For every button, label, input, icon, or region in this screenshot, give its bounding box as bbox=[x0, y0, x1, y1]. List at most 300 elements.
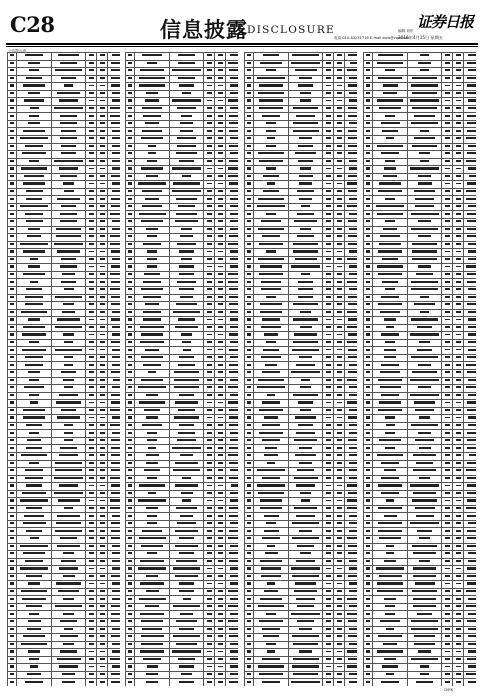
table-cell bbox=[254, 452, 289, 460]
table-cell bbox=[204, 256, 215, 264]
table-row bbox=[245, 90, 358, 98]
table-cell bbox=[17, 369, 52, 377]
table-cell bbox=[126, 634, 135, 642]
table-cell bbox=[442, 407, 453, 415]
table-cell bbox=[245, 611, 254, 619]
table-cell bbox=[86, 196, 97, 204]
table-cell bbox=[254, 566, 289, 574]
table-cell bbox=[86, 460, 97, 468]
table-cell bbox=[408, 641, 442, 649]
table-cell bbox=[135, 196, 170, 204]
table-row bbox=[126, 634, 239, 642]
table-cell bbox=[8, 626, 17, 634]
table-cell bbox=[453, 528, 464, 536]
table-cell bbox=[17, 551, 52, 559]
table-cell bbox=[334, 649, 345, 657]
table-cell bbox=[226, 324, 239, 332]
table-cell bbox=[126, 498, 135, 506]
table-cell bbox=[52, 249, 86, 257]
table-cell bbox=[215, 641, 226, 649]
table-cell bbox=[52, 377, 86, 385]
table-row bbox=[245, 226, 358, 234]
table-cell bbox=[442, 249, 453, 257]
table-cell bbox=[126, 309, 135, 317]
table-cell bbox=[254, 490, 289, 498]
table-cell bbox=[373, 83, 408, 91]
table-cell bbox=[52, 551, 86, 559]
table-cell bbox=[254, 536, 289, 544]
table-cell bbox=[254, 196, 289, 204]
table-row bbox=[126, 120, 239, 128]
table-cell bbox=[442, 603, 453, 611]
table-cell bbox=[204, 339, 215, 347]
table-cell bbox=[442, 105, 453, 113]
table-cell bbox=[364, 634, 373, 642]
table-cell bbox=[204, 294, 215, 302]
table-cell bbox=[97, 483, 108, 491]
table-row bbox=[8, 128, 121, 136]
table-cell bbox=[52, 649, 86, 657]
table-cell bbox=[17, 603, 52, 611]
table-row bbox=[364, 98, 477, 106]
table-cell bbox=[408, 294, 442, 302]
table-cell bbox=[52, 430, 86, 438]
table-cell bbox=[135, 679, 170, 686]
table-cell bbox=[226, 105, 239, 113]
table-row bbox=[8, 558, 121, 566]
table-cell bbox=[345, 279, 358, 287]
table-cell bbox=[97, 53, 108, 61]
table-cell bbox=[52, 90, 86, 98]
table-cell bbox=[334, 369, 345, 377]
table-cell bbox=[226, 241, 239, 249]
table-row bbox=[245, 445, 358, 453]
table-cell bbox=[135, 422, 170, 430]
table-cell bbox=[334, 264, 345, 272]
table-cell bbox=[226, 264, 239, 272]
table-cell bbox=[108, 422, 121, 430]
table-row bbox=[8, 136, 121, 144]
table-cell bbox=[245, 151, 254, 159]
table-cell bbox=[289, 286, 323, 294]
table-cell bbox=[86, 649, 97, 657]
table-cell bbox=[226, 60, 239, 68]
table-cell bbox=[8, 603, 17, 611]
table-cell bbox=[254, 573, 289, 581]
table-cell bbox=[204, 128, 215, 136]
table-cell bbox=[17, 430, 52, 438]
table-row bbox=[364, 211, 477, 219]
table-row bbox=[126, 619, 239, 627]
table-cell bbox=[334, 151, 345, 159]
table-row bbox=[8, 596, 121, 604]
table-cell bbox=[8, 679, 17, 686]
table-cell bbox=[204, 286, 215, 294]
table-cell bbox=[97, 105, 108, 113]
table-cell bbox=[215, 452, 226, 460]
table-cell bbox=[108, 581, 121, 589]
table-cell bbox=[170, 256, 204, 264]
table-cell bbox=[442, 445, 453, 453]
table-cell bbox=[226, 302, 239, 310]
table-cell bbox=[464, 603, 477, 611]
table-cell bbox=[442, 188, 453, 196]
table-cell bbox=[464, 113, 477, 121]
table-cell bbox=[108, 437, 121, 445]
table-cell bbox=[215, 445, 226, 453]
table-cell bbox=[108, 430, 121, 438]
table-cell bbox=[17, 324, 52, 332]
table-cell bbox=[453, 468, 464, 476]
table-row bbox=[245, 641, 358, 649]
table-cell bbox=[323, 385, 334, 393]
table-cell bbox=[97, 128, 108, 136]
table-cell bbox=[245, 385, 254, 393]
table-cell bbox=[442, 498, 453, 506]
table-cell bbox=[108, 498, 121, 506]
table-cell bbox=[86, 596, 97, 604]
table-cell bbox=[170, 649, 204, 657]
table-cell bbox=[170, 407, 204, 415]
table-row bbox=[364, 158, 477, 166]
table-cell bbox=[126, 596, 135, 604]
table-cell bbox=[373, 377, 408, 385]
table-cell bbox=[453, 498, 464, 506]
table-cell bbox=[364, 437, 373, 445]
table-cell bbox=[245, 294, 254, 302]
table-cell bbox=[373, 656, 408, 664]
table-cell bbox=[204, 400, 215, 408]
listing-column-1 bbox=[7, 52, 120, 686]
table-row bbox=[8, 664, 121, 672]
table-cell bbox=[442, 400, 453, 408]
table-cell bbox=[170, 619, 204, 627]
table-row bbox=[8, 68, 121, 76]
table-cell bbox=[442, 656, 453, 664]
table-cell bbox=[108, 211, 121, 219]
table-cell bbox=[345, 158, 358, 166]
table-row bbox=[364, 317, 477, 325]
table-cell bbox=[453, 203, 464, 211]
table-cell bbox=[17, 468, 52, 476]
table-cell bbox=[464, 392, 477, 400]
table-cell bbox=[364, 286, 373, 294]
table-cell bbox=[17, 513, 52, 521]
table-cell bbox=[226, 226, 239, 234]
table-cell bbox=[323, 226, 334, 234]
table-cell bbox=[8, 234, 17, 242]
table-cell bbox=[245, 392, 254, 400]
table-cell bbox=[334, 558, 345, 566]
table-cell bbox=[408, 679, 442, 686]
table-cell bbox=[8, 302, 17, 310]
table-cell bbox=[442, 573, 453, 581]
table-cell bbox=[442, 226, 453, 234]
table-cell bbox=[453, 60, 464, 68]
table-cell bbox=[345, 83, 358, 91]
table-cell bbox=[215, 468, 226, 476]
table-row bbox=[245, 596, 358, 604]
table-cell bbox=[52, 181, 86, 189]
table-cell bbox=[215, 143, 226, 151]
table-cell bbox=[97, 354, 108, 362]
table-cell bbox=[170, 347, 204, 355]
table-cell bbox=[86, 143, 97, 151]
table-cell bbox=[364, 234, 373, 242]
table-cell bbox=[323, 362, 334, 370]
table-cell bbox=[442, 649, 453, 657]
table-cell bbox=[323, 309, 334, 317]
table-cell bbox=[52, 566, 86, 574]
table-cell bbox=[17, 611, 52, 619]
table-cell bbox=[323, 53, 334, 61]
table-cell bbox=[8, 203, 17, 211]
table-cell bbox=[408, 166, 442, 174]
table-cell bbox=[108, 558, 121, 566]
table-cell bbox=[334, 309, 345, 317]
table-cell bbox=[323, 543, 334, 551]
table-cell bbox=[334, 143, 345, 151]
table-cell bbox=[453, 543, 464, 551]
table-cell bbox=[345, 385, 358, 393]
table-cell bbox=[289, 377, 323, 385]
table-cell bbox=[254, 143, 289, 151]
table-cell bbox=[442, 98, 453, 106]
table-cell bbox=[226, 68, 239, 76]
table-cell bbox=[204, 430, 215, 438]
table-row bbox=[126, 219, 239, 227]
table-cell bbox=[373, 166, 408, 174]
table-cell bbox=[52, 53, 86, 61]
table-cell bbox=[289, 339, 323, 347]
table-row bbox=[245, 505, 358, 513]
table-cell bbox=[289, 279, 323, 287]
table-cell bbox=[245, 286, 254, 294]
table-cell bbox=[17, 173, 52, 181]
table-cell bbox=[245, 279, 254, 287]
table-cell bbox=[170, 513, 204, 521]
table-row bbox=[126, 332, 239, 340]
table-cell bbox=[453, 573, 464, 581]
table-cell bbox=[464, 543, 477, 551]
table-cell bbox=[17, 581, 52, 589]
table-row bbox=[126, 226, 239, 234]
table-cell bbox=[97, 679, 108, 686]
table-cell bbox=[17, 566, 52, 574]
table-cell bbox=[126, 211, 135, 219]
table-cell bbox=[408, 286, 442, 294]
table-cell bbox=[364, 596, 373, 604]
table-cell bbox=[364, 649, 373, 657]
table-row bbox=[8, 60, 121, 68]
table-cell bbox=[373, 460, 408, 468]
table-cell bbox=[170, 90, 204, 98]
table-cell bbox=[408, 68, 442, 76]
table-cell bbox=[323, 151, 334, 159]
table-cell bbox=[52, 490, 86, 498]
table-cell bbox=[126, 490, 135, 498]
table-row bbox=[8, 573, 121, 581]
table-cell bbox=[408, 385, 442, 393]
table-cell bbox=[108, 249, 121, 257]
table-cell bbox=[334, 498, 345, 506]
table-cell bbox=[373, 196, 408, 204]
table-cell bbox=[108, 415, 121, 423]
table-row bbox=[364, 422, 477, 430]
table-row bbox=[8, 90, 121, 98]
table-row bbox=[245, 626, 358, 634]
table-cell bbox=[17, 483, 52, 491]
table-cell bbox=[334, 98, 345, 106]
table-cell bbox=[97, 158, 108, 166]
table-cell bbox=[226, 407, 239, 415]
table-cell bbox=[442, 339, 453, 347]
table-cell bbox=[254, 468, 289, 476]
table-cell bbox=[442, 203, 453, 211]
table-cell bbox=[204, 543, 215, 551]
table-cell bbox=[97, 422, 108, 430]
table-cell bbox=[86, 611, 97, 619]
table-cell bbox=[364, 619, 373, 627]
table-row bbox=[245, 120, 358, 128]
table-row bbox=[245, 475, 358, 483]
table-cell bbox=[323, 196, 334, 204]
table-cell bbox=[108, 588, 121, 596]
table-cell bbox=[373, 581, 408, 589]
table-cell bbox=[453, 354, 464, 362]
table-cell bbox=[8, 369, 17, 377]
table-cell bbox=[364, 60, 373, 68]
table-cell bbox=[126, 664, 135, 672]
table-cell bbox=[254, 166, 289, 174]
table-cell bbox=[17, 536, 52, 544]
table-cell bbox=[215, 226, 226, 234]
table-cell bbox=[108, 445, 121, 453]
table-row bbox=[364, 196, 477, 204]
table-row bbox=[245, 53, 358, 61]
table-cell bbox=[289, 181, 323, 189]
table-cell bbox=[453, 68, 464, 76]
table-cell bbox=[86, 181, 97, 189]
table-cell bbox=[170, 226, 204, 234]
table-cell bbox=[373, 679, 408, 686]
table-cell bbox=[408, 430, 442, 438]
table-row bbox=[364, 445, 477, 453]
table-cell bbox=[254, 400, 289, 408]
table-row bbox=[8, 671, 121, 679]
table-cell bbox=[170, 596, 204, 604]
table-cell bbox=[86, 483, 97, 491]
table-cell bbox=[254, 385, 289, 393]
table-row bbox=[364, 520, 477, 528]
table-row bbox=[245, 377, 358, 385]
table-cell bbox=[364, 603, 373, 611]
table-cell bbox=[289, 543, 323, 551]
table-cell bbox=[8, 271, 17, 279]
table-row bbox=[245, 385, 358, 393]
table-cell bbox=[334, 611, 345, 619]
table-cell bbox=[289, 551, 323, 559]
table-cell bbox=[364, 317, 373, 325]
table-cell bbox=[442, 286, 453, 294]
table-cell bbox=[373, 249, 408, 257]
table-cell bbox=[86, 83, 97, 91]
table-cell bbox=[442, 483, 453, 491]
table-cell bbox=[204, 264, 215, 272]
table-cell bbox=[453, 596, 464, 604]
table-cell bbox=[204, 392, 215, 400]
table-cell bbox=[323, 573, 334, 581]
table-cell bbox=[334, 286, 345, 294]
table-row bbox=[245, 362, 358, 370]
table-cell bbox=[8, 294, 17, 302]
table-cell bbox=[373, 520, 408, 528]
table-cell bbox=[453, 551, 464, 559]
table-row bbox=[126, 400, 239, 408]
table-cell bbox=[464, 241, 477, 249]
table-cell bbox=[170, 211, 204, 219]
table-cell bbox=[204, 619, 215, 627]
table-cell bbox=[334, 90, 345, 98]
table-cell bbox=[254, 173, 289, 181]
table-cell bbox=[17, 452, 52, 460]
table-cell bbox=[373, 415, 408, 423]
table-cell bbox=[97, 75, 108, 83]
table-cell bbox=[323, 249, 334, 257]
table-cell bbox=[364, 415, 373, 423]
table-row bbox=[245, 173, 358, 181]
table-cell bbox=[8, 211, 17, 219]
table-cell bbox=[126, 415, 135, 423]
table-cell bbox=[323, 437, 334, 445]
table-cell bbox=[453, 422, 464, 430]
table-cell bbox=[323, 264, 334, 272]
table-cell bbox=[245, 460, 254, 468]
table-cell bbox=[8, 588, 17, 596]
table-cell bbox=[373, 294, 408, 302]
table-cell bbox=[373, 332, 408, 340]
table-row bbox=[245, 603, 358, 611]
table-cell bbox=[334, 536, 345, 544]
table-cell bbox=[373, 452, 408, 460]
table-cell bbox=[86, 430, 97, 438]
table-cell bbox=[126, 151, 135, 159]
table-cell bbox=[97, 573, 108, 581]
table-cell bbox=[204, 513, 215, 521]
listing-table bbox=[244, 52, 357, 686]
table-cell bbox=[17, 475, 52, 483]
table-cell bbox=[408, 362, 442, 370]
table-cell bbox=[323, 369, 334, 377]
table-cell bbox=[464, 309, 477, 317]
table-row bbox=[8, 437, 121, 445]
table-cell bbox=[204, 558, 215, 566]
table-cell bbox=[345, 324, 358, 332]
section-title: 信息披露 bbox=[160, 17, 248, 42]
table-cell bbox=[52, 98, 86, 106]
table-cell bbox=[135, 120, 170, 128]
table-cell bbox=[323, 181, 334, 189]
table-row bbox=[364, 566, 477, 574]
table-cell bbox=[97, 490, 108, 498]
table-cell bbox=[135, 603, 170, 611]
table-cell bbox=[226, 339, 239, 347]
table-cell bbox=[289, 385, 323, 393]
table-cell bbox=[52, 120, 86, 128]
table-cell bbox=[254, 158, 289, 166]
table-cell bbox=[8, 581, 17, 589]
table-row bbox=[364, 528, 477, 536]
